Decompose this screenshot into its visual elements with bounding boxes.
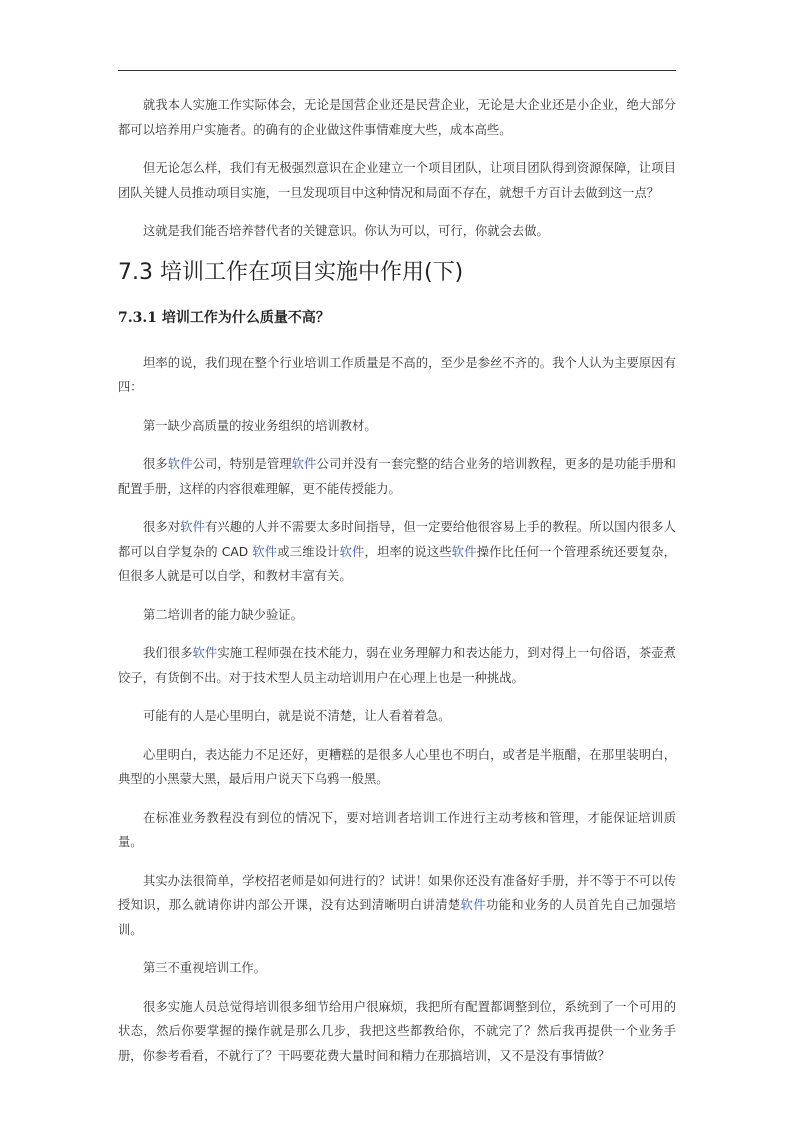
software-link[interactable]: 软件 (451, 544, 477, 559)
paragraph-2: 但无论怎么样，我们有无极强烈意识在企业建立一个项目团队，让项目团队得到资源保障，让项目团队关键人员推动项目实施，一旦发现项目中这种情况和局面不存在，就想千方百计去做到这一点？ (118, 161, 676, 200)
software-link[interactable]: 软件 (167, 457, 193, 471)
paragraph-5: 第一缺少高质量的按业务组织的培训教材。 (143, 418, 377, 433)
document-body (118, 93, 676, 1063)
software-link[interactable]: 软件 (339, 544, 365, 559)
paragraph-1: 就我本人实施工作实际体会，无论是国营企业还是民营企业，无论是大企业还是小企业，绝大部分都可以培养用户实施者。的确有的企业做这件事情难度大些，成本高些。 (118, 98, 676, 137)
text-run: 很多对 (143, 520, 181, 534)
paragraph-15: 很多实施人员总觉得培训很多细节给用户很麻烦，我把所有配置都调整到位，系统到了一个可用的状态，然后你要掌握的操作就是那么几步，我把这些都教给你，不就完了？然后我再提供一个业务手册，你参考看看，不就行了？干吗要花费大量时间和精力在那搞培训，又不是没有事情做？ (118, 999, 676, 1063)
paragraph-4: 坦率的说，我们现在整个行业培训工作质量是不高的，至少是参丝不齐的。我个人认为主要原因有四： (118, 355, 676, 394)
paragraph-7 (118, 515, 676, 589)
text-run: 实施工程师强在技术能力，弱在业务理解力和表达能力，到对得上一句俗语，茶壶煮饺子，有货倒不出。对于技术型人员主动培训用户在心理上也是一种挑战。 (118, 646, 676, 685)
subsection-heading: 7.3.1 培训工作为什么质量不高？ (118, 309, 330, 326)
software-link[interactable]: 软件 (291, 457, 317, 471)
text-run: 其实办法很简单，学校招老师是如何进行的？试讲！如果你还没有准备好手册，并不等于不可以传授知识，那么就请你讲内部公开课，没有达到清晰明白讲清楚 (118, 873, 676, 912)
text-run: ，坦率的说这些 (364, 544, 452, 559)
text-run: 或三维设计 (277, 544, 340, 559)
text-run: 功能和业务的人员首先自己加强培训。 (118, 898, 676, 937)
software-link[interactable]: 软件 (252, 544, 278, 559)
text-run: 我们很多 (143, 646, 193, 660)
paragraph-13 (118, 869, 676, 943)
software-link[interactable]: 软件 (460, 898, 487, 912)
paragraph-12: 在标准业务教程没有到位的情况下，要对培训者培训工作进行主动考核和管理，才能保证培训质量。 (118, 810, 676, 849)
paragraph-10: 可能有的人是心里明白，就是说不清楚，让人看着着急。 (143, 709, 451, 723)
software-link[interactable]: 软件 (192, 646, 218, 660)
header-rule (118, 70, 676, 71)
software-link[interactable]: 软件 (180, 520, 205, 534)
text-run: 公司，特别是管理 (192, 457, 292, 471)
paragraph-8: 第二培训者的能力缺少验证。 (143, 607, 303, 622)
section-heading: 7.3 培训工作在项目实施中作用(下) (118, 259, 464, 285)
paragraph-3: 这就是我们能否培养替代者的关键意识。你认为可以，可行，你就会去做。 (143, 224, 549, 238)
paragraph-6 (118, 452, 676, 501)
paragraph-14: 第三不重视培训工作。 (143, 961, 266, 975)
cad-term: CAD (221, 544, 249, 559)
paragraph-11: 心里明白，表达能力不足还好，更糟糕的是很多人心里也不明白，或者是半瓶醋，在那里装明白，典型的小黑蒙大黑，最后用户说天下乌鸦一般黑。 (118, 747, 676, 786)
text-run: 公司并没有一套完整的结合业务的培训教程，更多的是功能手册和配置手册，这样的内容很难理解，更不能传授能力。 (118, 457, 676, 496)
text-run: 操作比任何一个管理系统还要复杂，但很多人就是可以自学，和教材丰富有关。 (118, 544, 676, 583)
text-run: 有兴趣的人并不需要太多时间指导，但一定要给他很容易上手的教程。所以国内很多人都可以自学复杂的 (118, 520, 676, 559)
text-run: 很多 (143, 457, 168, 471)
paragraph-9 (118, 641, 676, 690)
